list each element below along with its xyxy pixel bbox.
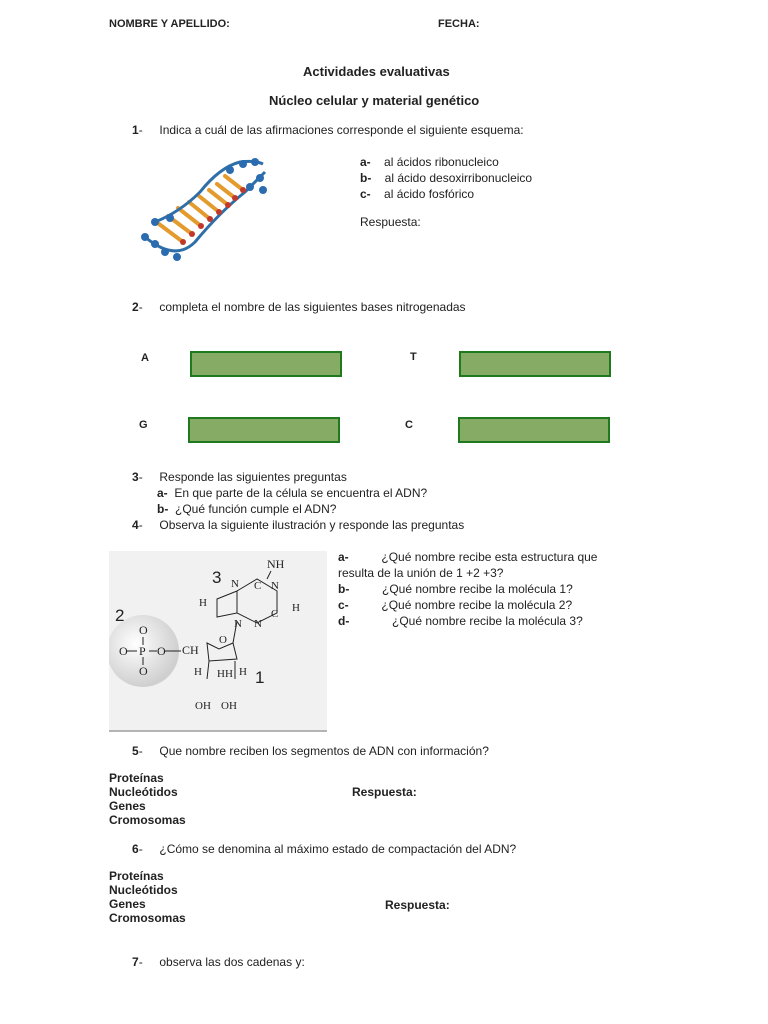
base-input-g[interactable] — [188, 417, 340, 443]
atom-o-left: O — [119, 644, 128, 658]
oh-1: OH — [195, 700, 211, 712]
ch2-label: CH — [182, 643, 199, 657]
oh-2: OH — [221, 700, 237, 712]
h-ring-right: H — [292, 602, 300, 614]
h-right: H — [239, 666, 247, 678]
q1-option-a: a- al ácidos ribonucleico — [360, 155, 499, 169]
base-label-c: C — [405, 419, 413, 431]
c-1: C — [254, 580, 262, 592]
base-input-c[interactable] — [458, 417, 610, 443]
h-left: H — [194, 666, 202, 678]
q1-answer-label: Respuesta: — [360, 215, 421, 229]
atom-o-top: O — [139, 623, 148, 637]
base-label-t: T — [410, 351, 417, 363]
ring-o: O — [219, 634, 227, 646]
q5-option-1: Proteínas — [109, 771, 164, 785]
base-input-a[interactable] — [190, 351, 342, 377]
atom-p: P — [139, 644, 146, 658]
q6-option-1: Proteínas — [109, 869, 164, 883]
q4-item-d: d- ¿Qué nombre recibe la molécula 3? — [338, 614, 583, 628]
question-6: 6- ¿Cómo se denomina al máximo estado de compactación del ADN? — [132, 842, 517, 856]
q4-item-a: a- ¿Qué nombre recibe esta estructura que — [338, 550, 598, 564]
c-2: C — [271, 608, 279, 620]
q1-option-c: c- al ácido fosfórico — [360, 187, 475, 201]
name-label: NOMBRE Y APELLIDO: — [109, 18, 230, 30]
molecule-3-label: 3 — [212, 568, 222, 587]
base-label-g: G — [139, 419, 148, 431]
atom-o-right: O — [157, 644, 166, 658]
q6-option-3: Genes — [109, 897, 146, 911]
nh2-label: NH — [267, 557, 285, 571]
molecule-2-label: 2 — [115, 606, 125, 625]
q6-option-4: Cromosomas — [109, 911, 186, 925]
h-mid1: H — [217, 668, 225, 680]
dna-helix-image — [135, 142, 275, 274]
q5-answer-label: Respuesta: — [352, 785, 417, 799]
h-ring: H — [199, 597, 207, 609]
molecule-1-label: 1 — [255, 668, 265, 687]
n-3: N — [254, 618, 262, 630]
q4-item-c: c- ¿Qué nombre recibe la molécula 2? — [338, 598, 573, 612]
h-mid2: H — [225, 668, 233, 680]
q1-option-b: b- al ácido desoxirribonucleico — [360, 171, 533, 185]
question-2: 2- completa el nombre de las siguientes bases nitrogenadas — [132, 300, 466, 314]
q3-item-a: a- En que parte de la célula se encuentra el ADN? — [157, 486, 428, 500]
base-input-t[interactable] — [459, 351, 611, 377]
nucleotide-diagram — [109, 551, 327, 732]
question-4: 4- Observa la siguiente ilustración y responde las preguntas — [132, 518, 465, 532]
atom-o-bottom: O — [139, 664, 148, 678]
q5-option-3: Genes — [109, 799, 146, 813]
q5-option-4: Cromosomas — [109, 813, 186, 827]
n-4: N — [231, 578, 239, 590]
q5-option-2: Nucleótidos — [109, 785, 178, 799]
n-2: N — [271, 580, 279, 592]
q4-item-b: b- ¿Qué nombre recibe la molécula 1? — [338, 582, 573, 596]
question-5: 5- Que nombre reciben los segmentos de ADN con información? — [132, 744, 489, 758]
q3-item-b: b- ¿Qué función cumple el ADN? — [157, 502, 337, 516]
page-subtitle: Núcleo celular y material genético — [269, 93, 480, 108]
question-7: 7- observa las dos cadenas y: — [132, 955, 305, 969]
question-1: 1- Indica a cuál de las afirmaciones corresponde el siguiente esquema: — [132, 123, 524, 137]
question-number: 1 — [132, 123, 139, 137]
base-label-a: A — [141, 352, 149, 364]
q6-answer-label: Respuesta: — [385, 898, 450, 912]
date-label: FECHA: — [438, 18, 480, 30]
n-1: N — [234, 618, 242, 630]
q4-item-a-cont: resulta de la unión de 1 +2 +3? — [338, 566, 504, 580]
question-3: 3- Responde las siguientes preguntas — [132, 470, 347, 484]
page-title: Actividades evaluativas — [303, 64, 450, 79]
q6-option-2: Nucleótidos — [109, 883, 178, 897]
question-text: Indica a cuál de las afirmaciones corresponde el siguiente esquema: — [159, 123, 524, 137]
